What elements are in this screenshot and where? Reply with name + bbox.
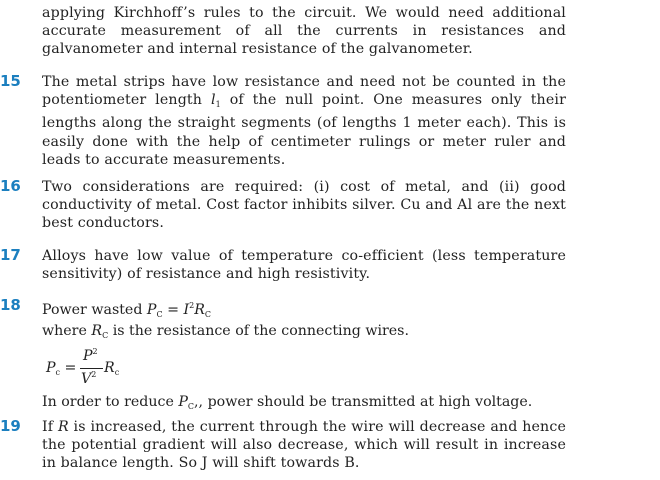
intro-line-1: applying Kirchhoff’s rules to the circuit. We would need additional — [42, 5, 566, 21]
intro-paragraph — [42, 4, 566, 59]
power-wasted-formula: Power wasted $P_C = I^2R_C$ — [42, 301, 212, 319]
fraction-bar — [80, 368, 103, 369]
reduce-power-line: In order to reduce $P_C$,, power should be transmitted at high voltage. — [42, 394, 533, 411]
item-number-17: 17 — [0, 246, 21, 264]
where-rc-line: where $R_C$ is the resistance of the connecting wires. — [42, 323, 409, 340]
intro-line-3: galvanometer and internal resistance of the galvanometer. — [42, 41, 473, 58]
item-16-text: Two considerations are required: (i) cost of metal, and (ii) good conductivity of metal. Cost factor inhibits silver. Cu and Al are the next best conductors. — [42, 179, 566, 232]
item-number-19: 19 — [0, 417, 21, 435]
page: applying Kirchhoff’s rules to the circuit. We would need additional accurate measurement of all the currents in resistances and galvanometer and internal resistance of the galvanometer. 15 The metal strips have low resistance and need not be counted in the potentiometer length $l_1$ of the null point. One measures only their lengths along the straight segments (of lengths 1 meter each). This is easily done with the help of centimeter rulings or meter ruler and leads to accurate measurements. 16 Two considerations are required: (i) cost of metal, and (ii) good conductivity of metal. Cost factor inhibits silver. Cu and Al are the next best conductors. 17 Alloys have low value of temperature co-efficient (less temperature sensitivity) of resistance and high resistivity. 18 Power wasted $P_C = I^2R_C$ where $R_C$ is the resistance of the connecting wires. $P_c$ = $P^2$ $V^2$ $R_c$ In order to reduce $P_C$,, power should be transmitted at high voltage. 19 If R is increased, the current through the wire will decrease and hence the potential gradient will also decrease, which will result in increase in balance length. So J will shift towards B. — [0, 5, 567, 472]
item-19-text: If R is increased, the current through the wire will decrease and hence the potential gradient will also decrease, which will result in increase in balance length. So J will shift towards B. — [42, 419, 566, 472]
item-number-18: 18 — [0, 296, 21, 314]
item-17-text: Alloys have low value of temperature co-efficient (less temperature sensitivity) of resistance and high resistivity. — [42, 248, 566, 283]
item-number-15: 15 — [0, 72, 21, 90]
intro-line-2: accurate measurement of all the currents in resistances and — [42, 23, 566, 40]
item-15-text: The metal strips have low resistance and need not be counted in the potentiometer length $l_1$ of the null point. One measures only their lengths along the straight segments (of lengths 1 meter each). This is easily done with the help of centimeter rulings or meter ruler and leads to accurate measurements. — [42, 74, 567, 168]
item-number-16: 16 — [0, 177, 21, 195]
